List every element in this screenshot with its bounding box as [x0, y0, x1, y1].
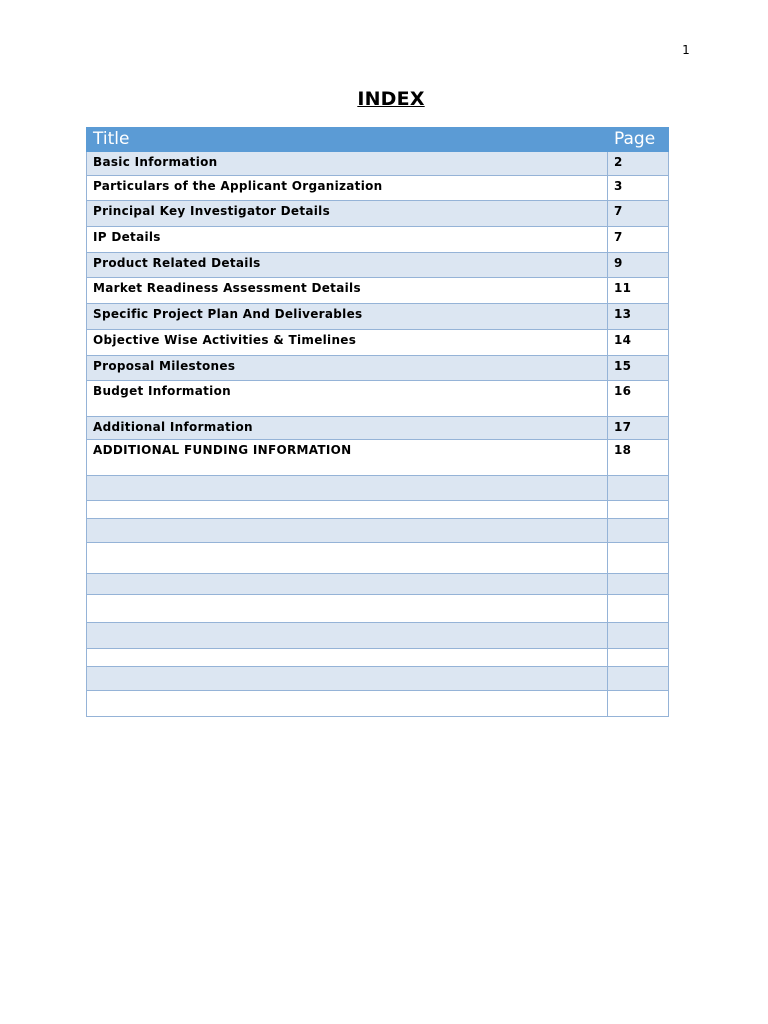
table-row: [87, 227, 669, 253]
table-row: [87, 356, 669, 381]
row-page: [608, 623, 669, 649]
row-title: [87, 623, 608, 649]
row-page: [608, 649, 669, 667]
row-page: [608, 543, 669, 574]
row-title: Market Readiness Assessment Details: [87, 278, 608, 304]
row-title: [87, 691, 608, 717]
row-title: Product Related Details: [87, 253, 608, 278]
table-row: [87, 574, 669, 595]
row-title: IP Details: [87, 227, 608, 253]
row-page: 11: [608, 278, 669, 304]
table-row: [87, 519, 669, 543]
table-row: [87, 278, 669, 304]
row-page: [608, 574, 669, 595]
row-page: 17: [608, 417, 669, 440]
table-row: [87, 623, 669, 649]
row-page: 15: [608, 356, 669, 381]
row-title: Budget Information: [87, 381, 608, 417]
row-title: [87, 543, 608, 574]
table-row: [87, 304, 669, 330]
column-header-page: Page: [608, 128, 669, 152]
row-page: 18: [608, 440, 669, 476]
column-header-title: Title: [87, 128, 608, 152]
row-page: [608, 476, 669, 501]
row-title: [87, 649, 608, 667]
table-header-row: [87, 128, 669, 152]
table-row: [87, 253, 669, 278]
row-title: Objective Wise Activities & Timelines: [87, 330, 608, 356]
table-row: [87, 152, 669, 176]
row-page: 3: [608, 176, 669, 201]
index-heading: INDEX: [357, 88, 425, 110]
row-title: ADDITIONAL FUNDING INFORMATION: [87, 440, 608, 476]
row-page: [608, 667, 669, 691]
row-title: Basic Information: [87, 152, 608, 176]
row-page: 7: [608, 201, 669, 227]
table-row: [87, 543, 669, 574]
row-page: [608, 501, 669, 519]
row-page: 14: [608, 330, 669, 356]
row-page: 7: [608, 227, 669, 253]
table-row: [87, 176, 669, 201]
row-page: [608, 691, 669, 717]
row-title: [87, 501, 608, 519]
row-page: [608, 519, 669, 543]
table-row: [87, 440, 669, 476]
table-row: [87, 417, 669, 440]
table-row: [87, 381, 669, 417]
index-table: [86, 127, 669, 717]
row-title: Particulars of the Applicant Organization: [87, 176, 608, 201]
table-row: [87, 330, 669, 356]
table-row: [87, 649, 669, 667]
page-number: 1: [682, 43, 690, 57]
row-title: Principal Key Investigator Details: [87, 201, 608, 227]
row-title: Proposal Milestones: [87, 356, 608, 381]
row-page: 16: [608, 381, 669, 417]
table-row: [87, 667, 669, 691]
row-title: Additional Information: [87, 417, 608, 440]
row-page: [608, 595, 669, 623]
table-row: [87, 201, 669, 227]
table-row: [87, 501, 669, 519]
row-title: [87, 667, 608, 691]
table-row: [87, 595, 669, 623]
row-title: [87, 519, 608, 543]
table-row: [87, 476, 669, 501]
row-title: [87, 574, 608, 595]
row-title: [87, 595, 608, 623]
row-title: Specific Project Plan And Deliverables: [87, 304, 608, 330]
row-title: [87, 476, 608, 501]
row-page: 9: [608, 253, 669, 278]
row-page: 13: [608, 304, 669, 330]
row-page: 2: [608, 152, 669, 176]
table-row: [87, 691, 669, 717]
